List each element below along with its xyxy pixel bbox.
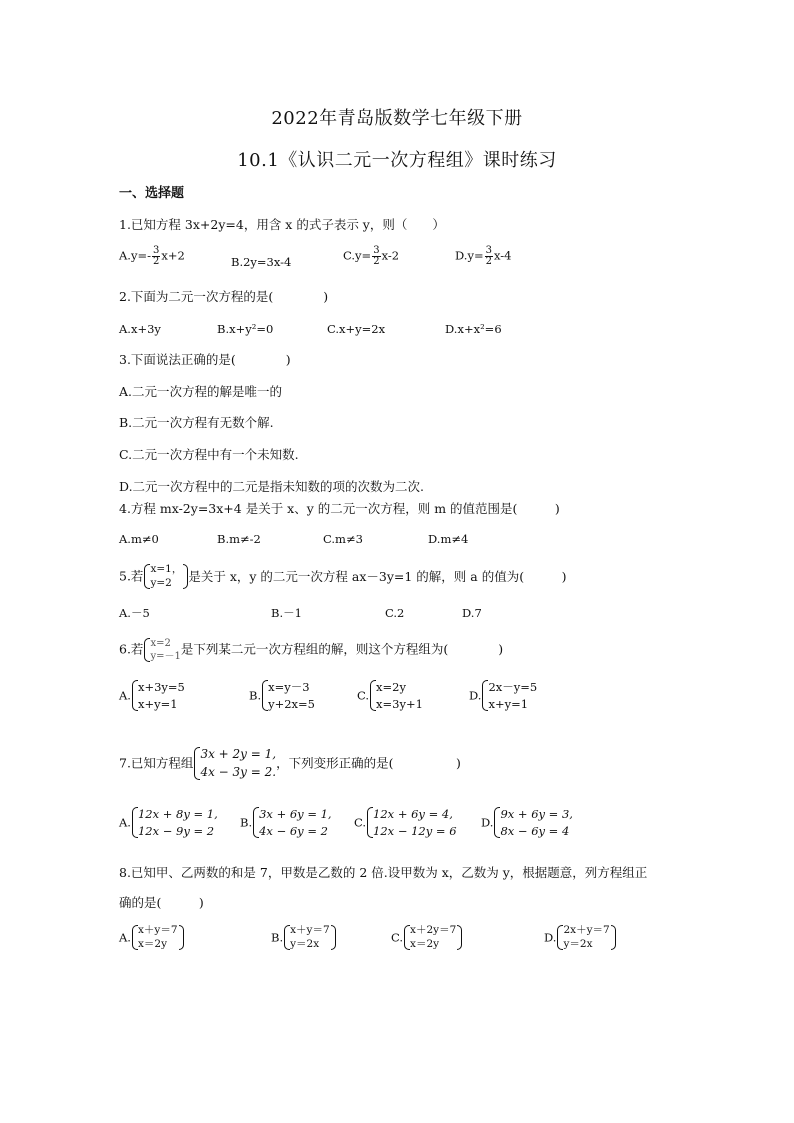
q4-option-c: C.m≠3 [323,532,363,546]
q6-option-c [357,679,423,712]
q7-option-c-system [366,806,456,839]
question-8-stem-line-1: 8.已知甲、乙两数的和是 7，甲数是乙数的 2 倍.设甲数为 x，乙数为 y，根据题意，列方程组正 [119,865,648,880]
q7-equation-system [193,746,276,781]
q6-option-d-label: D. [469,688,482,703]
system-row-2: y＝2x [290,937,320,950]
question-1-stem: 1.已知方程 3x+2y=4，用含 x 的式子表示 y，则（ ） [119,217,445,232]
q1-option-c-suffix: x-2 [381,248,400,263]
frac-denominator: 2 [485,256,492,267]
q2-option-c: C.x+y=2x [327,322,386,336]
system-row-2: x＝2y [410,937,440,950]
q7-option-b-label: B. [240,815,253,830]
q6-option-d-system [481,679,537,712]
question-5-stem [119,559,566,594]
system-row-2: 4x − 6y = 2 [259,823,328,838]
q7-system-row-1: 3x + 2y = 1, [200,747,277,762]
q5-prefix: 5.若 [119,568,144,584]
q6-option-b [249,679,315,712]
question-8-stem-line-2: 确的是( ) [119,895,204,910]
q5-option-b: B.－1 [271,606,302,620]
system-row-1: 12x + 8y = 1, [137,807,218,821]
q1-option-d-suffix: x-4 [493,248,512,263]
document-subtitle: 10.1《认识二元一次方程组》课时练习 [237,150,557,171]
q7-suffix: ，下列变形正确的是( ) [276,755,461,771]
q1-option-a-prefix: A.y=- [119,248,151,263]
q6-option-c-label: C. [357,688,370,703]
q1-option-b: B.2y=3x-4 [231,255,292,269]
q8-option-a [119,924,178,951]
system-row-2: 12x − 12y = 6 [373,823,457,838]
q5-system-row-1: x=1， [150,562,183,575]
q7-option-b-system [252,806,331,839]
q7-option-a-label: A. [119,815,131,830]
q8-option-b-label: B. [271,930,284,945]
q7-option-a-system [131,806,218,839]
system-row-1: x=y－3 [268,680,310,694]
frac-numerator: 3 [485,245,492,256]
q8-option-c [391,924,456,951]
q6-suffix: 是下列某二元一次方程组的解，则这个方程组为( ) [180,641,504,657]
q5-equation-system [143,563,182,590]
system-row-1: 3x + 6y = 1, [259,807,332,821]
q8-option-c-label: C. [391,930,404,945]
q1-option-d [455,246,511,267]
q2-option-b: B.x+y²=0 [217,322,274,336]
q6-option-a [119,679,185,712]
q8-option-b [271,924,330,951]
system-row-1: x＋y＝7 [137,924,178,936]
q2-option-a: A.x+3y [119,322,161,336]
frac-denominator: 2 [152,256,160,267]
q3-option-b: B.二元一次方程有无数个解. [119,415,274,430]
q8-option-d-system [556,924,609,951]
q4-option-d: D.m≠4 [428,532,469,546]
q6-equation-system [143,637,180,663]
q5-option-d: D.7 [462,606,482,620]
question-3-stem: 3.下面说法正确的是( ) [119,352,291,367]
system-row-1: 2x＋y＝7 [563,924,610,936]
q1-option-c [343,246,399,267]
q6-system-row-2: y=－1 [150,650,181,662]
q6-option-b-label: B. [249,688,262,703]
question-4-stem: 4.方程 mx-2y=3x+4 是关于 x、y 的二元一次方程，则 m 的值范围是( ) [119,501,560,516]
q8-option-a-system [131,924,178,951]
system-row-2: y+2x=5 [268,696,315,711]
frac-numerator: 3 [152,245,160,256]
q1-option-a-suffix: x+2 [161,248,185,263]
system-row-2: 8x − 6y = 4 [500,823,570,838]
q7-option-d [481,806,573,839]
q4-option-a: A.m≠0 [119,532,159,546]
system-row-1: x=2y [376,680,406,694]
q8-option-b-system [283,924,330,951]
q5-option-a: A.－5 [119,606,150,620]
system-row-2: x+y=1 [137,696,178,711]
q7-option-d-label: D. [481,815,494,830]
system-row-2: x+y=1 [488,696,529,711]
q7-option-d-system [493,806,572,839]
system-row-1: x＋y＝7 [290,924,330,936]
document-title: 2022年青岛版数学七年级下册 [271,108,523,129]
system-row-2: x=3y+1 [376,696,423,711]
q5-option-c: C.2 [385,606,405,620]
system-row-2: y＝2x [563,937,593,950]
q7-option-c-label: C. [354,815,367,830]
q1-option-d-prefix: D.y= [455,248,484,263]
q6-option-c-system [369,679,423,712]
q7-prefix: 7.已知方程组 [119,755,194,771]
system-row-1: x＋2y＝7 [410,924,457,936]
q3-option-d: D.二元一次方程中的二元是指未知数的项的次数为二次. [119,479,425,494]
section-heading: 一、选择题 [119,186,185,201]
q2-option-d: D.x+x²=6 [445,322,502,336]
q6-system-row-1: x=2 [150,637,171,649]
q3-option-a: A.二元一次方程的解是唯一的 [119,384,283,399]
q1-option-a-fraction [152,246,160,267]
system-row-1: 9x + 6y = 3, [500,807,573,821]
q1-option-c-fraction [372,246,380,267]
q6-prefix: 6.若 [119,641,144,657]
q7-option-c [354,806,457,839]
q1-option-c-prefix: C.y= [343,248,372,263]
q8-option-a-label: A. [119,930,131,945]
q6-option-a-label: A. [119,688,131,703]
q5-system-row-2: y=2 [150,576,172,589]
frac-denominator: 2 [373,256,380,267]
q8-option-d [544,924,610,951]
q8-option-d-label: D. [544,930,557,945]
q6-option-b-system [261,679,315,712]
system-row-1: 12x + 6y = 4, [373,807,453,821]
q7-system-row-2: 4x − 3y = 2. [200,764,277,779]
system-row-2: x＝2y [137,937,168,950]
q3-option-c: C.二元一次方程中有一个未知数. [119,447,299,462]
system-row-2: 12x − 9y = 2 [137,823,215,838]
q6-option-d [469,679,537,712]
q1-option-d-fraction [485,246,493,267]
q7-option-b [240,806,332,839]
frac-numerator: 3 [373,245,380,256]
q5-suffix: 是关于 x，y 的二元一次方程 ax－3y=1 的解，则 a 的值为( ) [188,568,567,584]
system-row-1: x+3y=5 [137,680,185,694]
q7-option-a [119,806,218,839]
question-2-stem: 2.下面为二元一次方程的是( ) [119,289,329,304]
q1-option-a [119,246,185,267]
q8-option-c-system [403,924,456,951]
q6-option-a-system [131,679,185,712]
question-6-stem [119,632,503,667]
system-row-1: 2x－y=5 [488,680,538,694]
question-7-stem [119,743,461,784]
q4-option-b: B.m≠-2 [217,532,261,546]
